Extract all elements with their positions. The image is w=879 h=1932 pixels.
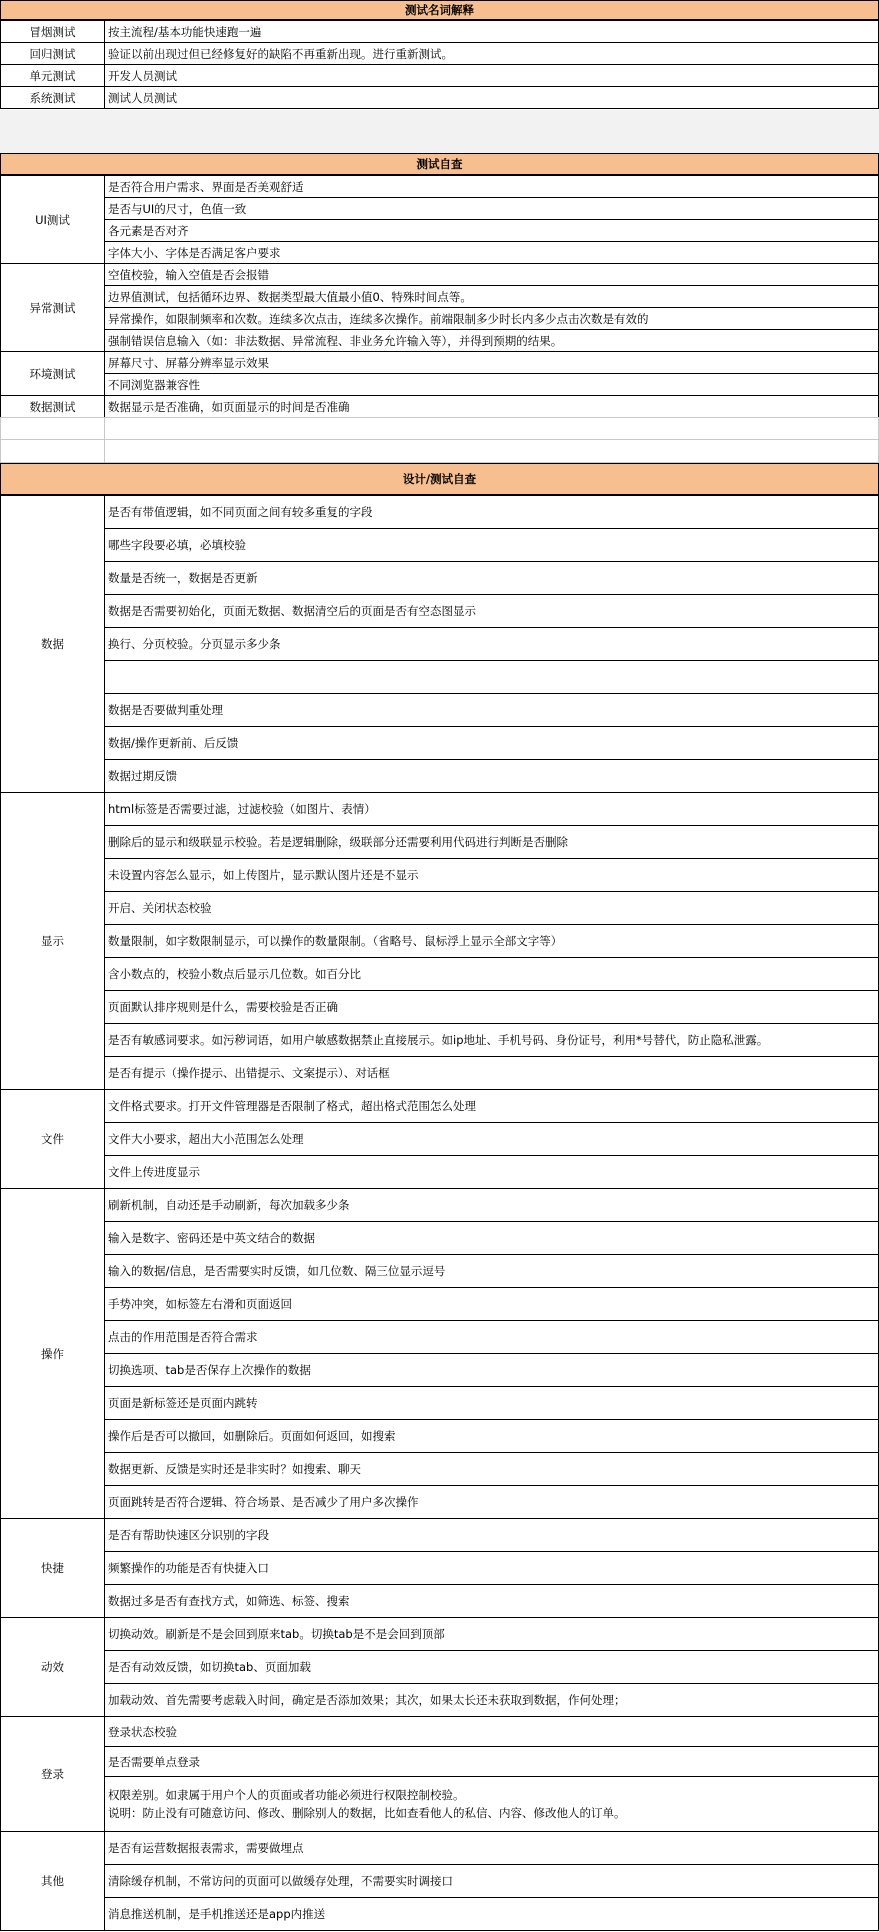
check-item[interactable]: 屏幕尺寸、屏幕分辨率显示效果 (105, 352, 879, 374)
check-item[interactable]: 文件大小要求，超出大小范围怎么处理 (105, 1123, 879, 1156)
check-item[interactable]: 数量限制，如字数限制显示，可以操作的数量限制。（省略号、鼠标浮上显示全部文字等） (105, 925, 879, 958)
check-item[interactable]: 页面默认排序规则是什么，需要校验是否正确 (105, 991, 879, 1024)
table-row (1, 43, 879, 65)
check-item[interactable]: 是否有动效反馈，如切换tab、页面加载 (105, 1651, 879, 1684)
check-item[interactable]: 数据过期反馈 (105, 760, 879, 793)
table-row (1, 1519, 879, 1552)
check-item[interactable]: 输入是数字、密码还是中英文结合的数据 (105, 1222, 879, 1255)
check-item[interactable]: 页面是新标签还是页面内跳转 (105, 1387, 879, 1420)
section1-table (0, 20, 879, 109)
category-data[interactable]: 数据 (1, 496, 105, 793)
section1-title: 测试名词解释 (405, 3, 474, 17)
check-item[interactable]: 空值校验，输入空值是否会报错 (105, 264, 879, 286)
check-item[interactable]: 是否有运营数据报表需求，需要做埋点 (105, 1832, 879, 1865)
check-item[interactable]: 手势冲突，如标签左右滑和页面返回 (105, 1288, 879, 1321)
table-row (1, 264, 879, 286)
table-row (1, 793, 879, 826)
check-item[interactable]: 是否有帮助快速区分识别的字段 (105, 1519, 879, 1552)
table-row (1, 374, 879, 396)
category-login[interactable]: 登录 (1, 1717, 105, 1832)
term-cell[interactable]: 单元测试 (1, 65, 105, 87)
term-cell[interactable]: 系统测试 (1, 87, 105, 109)
table-row (1, 352, 879, 374)
check-item[interactable]: 数量是否统一，数据是否更新 (105, 562, 879, 595)
check-item[interactable]: 是否需要单点登录 (105, 1747, 879, 1777)
check-item[interactable]: 操作后是否可以撤回，如删除后。页面如何返回，如搜索 (105, 1420, 879, 1453)
check-item[interactable]: 刷新机制，自动还是手动刷新，每次加载多少条 (105, 1189, 879, 1222)
check-item[interactable]: 是否有提示（操作提示、出错提示、文案提示）、对话框 (105, 1057, 879, 1090)
check-item[interactable]: 点击的作用范围是否符合需求 (105, 1321, 879, 1354)
section3-header (0, 463, 879, 495)
check-item[interactable]: 数据过多是否有查找方式，如筛选、标签、搜索 (105, 1585, 879, 1618)
table-row (1, 65, 879, 87)
term-cell[interactable]: 回归测试 (1, 43, 105, 65)
check-item[interactable]: html标签是否需要过滤，过滤校验（如图片、表情） (105, 793, 879, 826)
check-item[interactable]: 切换动效。刷新是不是会回到原来tab。切换tab是不是会回到顶部 (105, 1618, 879, 1651)
check-item[interactable]: 加载动效、首先需要考虑载入时间，确定是否添加效果；其次，如果太长还未获取到数据，作何处理； (105, 1684, 879, 1717)
check-item[interactable]: 字体大小、字体是否满足客户要求 (105, 242, 879, 264)
table-row (1, 396, 879, 418)
check-item[interactable]: 登录状态校验 (105, 1717, 879, 1747)
check-item[interactable]: 哪些字段要必填，必填校验 (105, 529, 879, 562)
table-row (1, 1189, 879, 1222)
table-row (1, 220, 879, 242)
table-row (1, 1618, 879, 1651)
term-cell[interactable]: 冒烟测试 (1, 21, 105, 43)
check-item[interactable]: 文件格式要求。打开文件管理器是否限制了格式，超出格式范围怎么处理 (105, 1090, 879, 1123)
desc-cell[interactable]: 开发人员测试 (105, 65, 879, 87)
check-item[interactable] (105, 661, 879, 694)
empty-cell[interactable] (1, 418, 105, 440)
check-item[interactable]: 频繁操作的功能是否有快捷入口 (105, 1552, 879, 1585)
table-row (1, 496, 879, 529)
table-row (1, 1832, 879, 1865)
check-item[interactable]: 消息推送机制，是手机推送还是app内推送 (105, 1898, 879, 1931)
check-item[interactable]: 页面跳转是否符合逻辑、符合场景、是否减少了用户多次操作 (105, 1486, 879, 1519)
category-file[interactable]: 文件 (1, 1090, 105, 1189)
section2-header (0, 153, 879, 175)
check-item[interactable]: 数据显示是否准确，如页面显示的时间是否准确 (105, 396, 879, 418)
section2-title: 测试自查 (416, 157, 463, 171)
table-row (1, 308, 879, 330)
table-row (1, 1717, 879, 1747)
section3-table (0, 495, 879, 1931)
table-row (1, 330, 879, 352)
table-row (1, 198, 879, 220)
category-exception-test[interactable]: 异常测试 (1, 264, 105, 352)
check-item[interactable]: 数据/操作更新前、后反馈 (105, 727, 879, 760)
check-item[interactable]: 数据更新、反馈是实时还是非实时？如搜索、聊天 (105, 1453, 879, 1486)
check-item[interactable]: 数据是否要做判重处理 (105, 694, 879, 727)
empty-cell[interactable] (105, 418, 879, 440)
category-display[interactable]: 显示 (1, 793, 105, 1090)
table-row (1, 1090, 879, 1123)
check-item[interactable]: 未设置内容怎么显示，如上传图片，显示默认图片还是不显示 (105, 859, 879, 892)
category-environment-test[interactable]: 环境测试 (1, 352, 105, 396)
empty-cell[interactable] (1, 440, 105, 463)
desc-cell[interactable]: 验证以前出现过但已经修复好的缺陷不再重新出现。进行重新测试。 (105, 43, 879, 65)
check-item[interactable]: 强制错误信息输入（如：非法数据、异常流程、非业务允许输入等），并得到预期的结果。 (105, 330, 879, 352)
table-row (1, 242, 879, 264)
check-item[interactable]: 开启、关闭状态校验 (105, 892, 879, 925)
table-row (1, 87, 879, 109)
section1-header (0, 0, 879, 20)
category-animation[interactable]: 动效 (1, 1618, 105, 1717)
table-row (1, 21, 879, 43)
category-ui-test[interactable]: UI测试 (1, 176, 105, 264)
check-item[interactable]: 是否有带值逻辑，如不同页面之间有较多重复的字段 (105, 496, 879, 529)
check-item[interactable]: 边界值测试，包括循环边界、数据类型最大值最小值0、特殊时间点等。 (105, 286, 879, 308)
check-item[interactable]: 是否与UI的尺寸，色值一致 (105, 198, 879, 220)
check-item[interactable]: 切换选项、tab是否保存上次操作的数据 (105, 1354, 879, 1387)
check-item[interactable]: 含小数点的，校验小数点后显示几位数。如百分比 (105, 958, 879, 991)
check-item[interactable]: 各元素是否对齐 (105, 220, 879, 242)
category-operation[interactable]: 操作 (1, 1189, 105, 1519)
empty-cell[interactable] (105, 440, 879, 463)
table-row (1, 176, 879, 198)
category-shortcut[interactable]: 快捷 (1, 1519, 105, 1618)
check-item[interactable]: 不同浏览器兼容性 (105, 374, 879, 396)
check-item[interactable]: 是否有敏感词要求。如污秽词语，如用户敏感数据禁止直接展示。如ip地址、手机号码、身份证号，利用*号替代，防止隐私泄露。 (105, 1024, 879, 1057)
desc-cell[interactable]: 按主流程/基本功能快速跑一遍 (105, 21, 879, 43)
check-item[interactable]: 是否符合用户需求、界面是否美观舒适 (105, 176, 879, 198)
section2-table (0, 175, 879, 418)
table-row (1, 286, 879, 308)
check-item[interactable]: 异常操作，如限制频率和次数。连续多次点击，连续多次操作。前端限制多少时长内多少点击次数是有效的 (105, 308, 879, 330)
section3-title: 设计/测试自查 (402, 472, 477, 486)
check-item[interactable]: 清除缓存机制，不常访问的页面可以做缓存处理，不需要实时调接口 (105, 1865, 879, 1898)
check-item[interactable]: 文件上传进度显示 (105, 1156, 879, 1189)
check-item[interactable]: 数据是否需要初始化，页面无数据、数据清空后的页面是否有空态图显示 (105, 595, 879, 628)
category-data-test[interactable]: 数据测试 (1, 396, 105, 418)
check-item[interactable]: 删除后的显示和级联显示校验。若是逻辑删除，级联部分还需要利用代码进行判断是否删除 (105, 826, 879, 859)
desc-cell[interactable]: 测试人员测试 (105, 87, 879, 109)
empty-gap (0, 110, 879, 153)
category-other[interactable]: 其他 (1, 1832, 105, 1931)
check-item[interactable]: 权限差别。如隶属于用户个人的页面或者功能必须进行权限控制校验。 说明：防止没有可随意访问、修改、删除别人的数据，比如查看他人的私信、内容、修改他人的订单。 (105, 1777, 879, 1832)
check-item[interactable]: 换行、分页校验。分页显示多少条 (105, 628, 879, 661)
check-item[interactable]: 输入的数据/信息，是否需要实时反馈，如几位数、隔三位显示逗号 (105, 1255, 879, 1288)
empty-rows (0, 417, 879, 463)
